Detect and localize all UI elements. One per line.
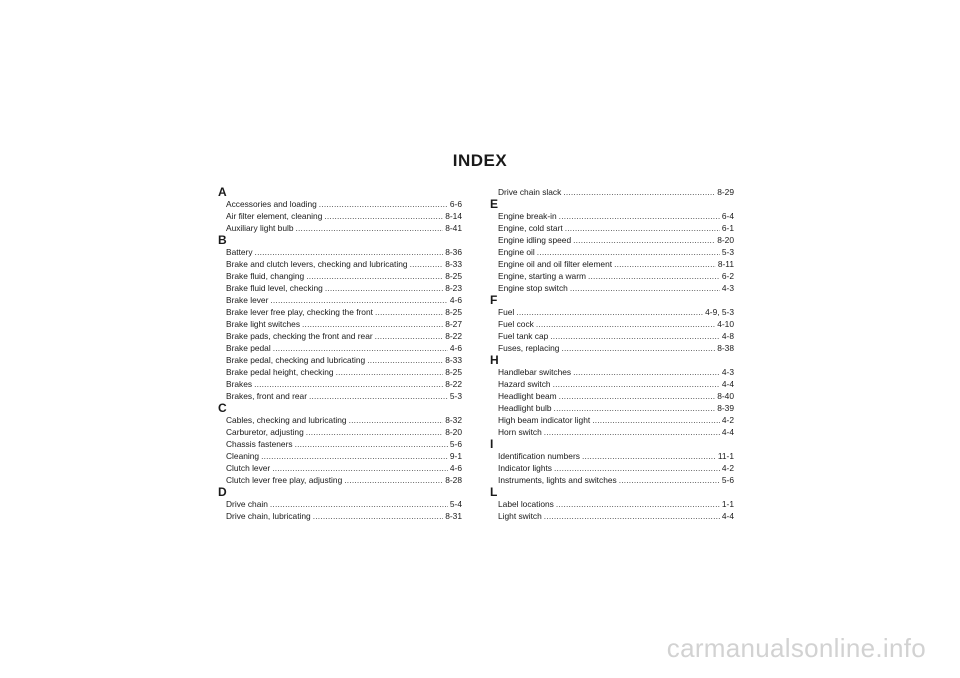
entry-text: Brake lever	[226, 295, 269, 305]
entry-text: Drive chain	[226, 499, 268, 509]
dot-leader	[295, 438, 448, 450]
index-entry	[490, 474, 734, 486]
index-entry	[218, 510, 462, 522]
entry-page: 8-25	[445, 271, 462, 281]
dot-leader	[537, 246, 720, 258]
entry-page: 6-1	[721, 223, 734, 233]
index-entry	[490, 258, 734, 270]
entry-page: 8-20	[717, 235, 734, 245]
dot-leader	[570, 282, 720, 294]
index-entry	[218, 426, 462, 438]
index-entry	[490, 426, 734, 438]
dot-leader	[313, 510, 444, 522]
entry-text: Engine oil and oil filter element	[498, 259, 613, 269]
dot-leader	[306, 426, 443, 438]
entry-page: 8-33	[445, 259, 462, 269]
entry-page: 8-23	[445, 283, 462, 293]
index-entry	[218, 474, 462, 486]
dot-leader	[273, 342, 448, 354]
dot-leader	[582, 450, 716, 462]
entry-page: 4-6	[449, 295, 462, 305]
entry-text: Brakes	[226, 379, 253, 389]
index-section	[490, 294, 734, 354]
entry-text: Drive chain slack	[498, 187, 562, 197]
index-entry	[490, 498, 734, 510]
index-entry	[218, 366, 462, 378]
index-section	[218, 234, 462, 402]
entry-page: 4-9, 5-3	[705, 307, 734, 317]
dot-leader	[559, 210, 720, 222]
index-entry	[490, 246, 734, 258]
entry-page: 5-6	[721, 475, 734, 485]
dot-leader	[319, 198, 448, 210]
index-entry	[218, 318, 462, 330]
index-entry	[490, 270, 734, 282]
dot-leader	[550, 330, 720, 342]
entry-text: Instruments, lights and switches	[498, 475, 617, 485]
dot-leader	[309, 390, 448, 402]
entry-text: Cables, checking and lubricating	[226, 415, 347, 425]
index-section	[490, 198, 734, 294]
entry-page: 4-2	[721, 463, 734, 473]
dot-leader	[561, 342, 715, 354]
entry-text: Engine, cold start	[498, 223, 563, 233]
entry-page: 8-22	[445, 379, 462, 389]
entry-page: 8-29	[717, 187, 734, 197]
entry-text: Drive chain, lubricating	[226, 511, 311, 521]
entry-text: Brake and clutch levers, checking and lubricating	[226, 259, 408, 269]
dot-leader	[516, 306, 703, 318]
entry-page: 4-4	[721, 511, 734, 521]
index-entry	[218, 258, 462, 270]
watermark-text: carmanualsonline.info	[666, 633, 926, 663]
index-entry	[490, 510, 734, 522]
dot-leader	[554, 402, 716, 414]
section-letter: F	[490, 293, 498, 307]
entry-text: Horn switch	[498, 427, 542, 437]
entry-page: 4-3	[721, 367, 734, 377]
index-entry	[218, 210, 462, 222]
index-entry	[218, 330, 462, 342]
entry-page: 5-6	[449, 439, 462, 449]
entry-text: Auxiliary light bulb	[226, 223, 294, 233]
index-entry	[490, 210, 734, 222]
dot-leader	[588, 270, 720, 282]
index-entry	[490, 330, 734, 342]
entry-page: 6-4	[721, 211, 734, 221]
index-section	[490, 354, 734, 438]
entry-page: 4-4	[721, 379, 734, 389]
entry-text: Fuses, replacing	[498, 343, 560, 353]
entry-text: Accessories and loading	[226, 199, 317, 209]
index-entry	[490, 378, 734, 390]
index-entry	[490, 222, 734, 234]
index-entry	[490, 414, 734, 426]
entry-text: Engine idling speed	[498, 235, 572, 245]
page-title: INDEX	[452, 151, 508, 170]
entry-text: High beam indicator light	[498, 415, 591, 425]
entry-text: Light switch	[498, 511, 542, 521]
dot-leader	[344, 474, 443, 486]
entry-text: Battery	[226, 247, 253, 257]
index-column-right	[490, 186, 734, 522]
entry-page: 4-6	[449, 343, 462, 353]
dot-leader	[255, 246, 444, 258]
entry-text: Clutch lever free play, adjusting	[226, 475, 343, 485]
entry-page: 8-27	[445, 319, 462, 329]
index-entry	[490, 306, 734, 318]
entry-page: 6-2	[721, 271, 734, 281]
index-entry	[218, 222, 462, 234]
entry-page: 4-10	[717, 319, 734, 329]
index-section	[490, 186, 734, 198]
dot-leader	[272, 462, 448, 474]
index-entry	[218, 438, 462, 450]
entry-page: 5-4	[449, 499, 462, 509]
index-entry	[490, 318, 734, 330]
index-entry	[490, 234, 734, 246]
dot-leader	[306, 270, 443, 282]
entry-page: 8-22	[445, 331, 462, 341]
entry-text: Brake pedal	[226, 343, 271, 353]
dot-leader	[554, 462, 720, 474]
entry-page: 4-4	[721, 427, 734, 437]
entry-text: Fuel cock	[498, 319, 534, 329]
entry-page: 8-32	[445, 415, 462, 425]
index-entry	[218, 450, 462, 462]
index-entry	[218, 294, 462, 306]
index-entry	[490, 282, 734, 294]
entry-page: 8-39	[717, 403, 734, 413]
entry-page: 8-20	[445, 427, 462, 437]
entry-text: Air filter element, cleaning	[226, 211, 323, 221]
entry-page: 8-11	[717, 259, 734, 269]
index-section	[490, 486, 734, 522]
section-letter: D	[218, 485, 227, 499]
index-entry	[218, 414, 462, 426]
dot-leader	[563, 186, 715, 198]
dot-leader	[614, 258, 716, 270]
dot-leader	[410, 258, 444, 270]
dot-leader	[559, 390, 716, 402]
dot-leader	[573, 234, 715, 246]
entry-page: 8-31	[445, 511, 462, 521]
index-entry	[218, 246, 462, 258]
entry-text: Cleaning	[226, 451, 260, 461]
entry-page: 8-28	[445, 475, 462, 485]
index-entry	[490, 462, 734, 474]
index-entry	[218, 342, 462, 354]
entry-text: Clutch lever	[226, 463, 271, 473]
entry-page: 5-3	[721, 247, 734, 257]
entry-page: 8-41	[445, 223, 462, 233]
index-entry	[218, 378, 462, 390]
entry-text: Handlebar switches	[498, 367, 572, 377]
entry-text: Chassis fasteners	[226, 439, 293, 449]
entry-page: 5-3	[449, 391, 462, 401]
section-letter: C	[218, 401, 227, 415]
section-letter: H	[490, 353, 499, 367]
entry-page: 8-33	[445, 355, 462, 365]
dot-leader	[553, 378, 720, 390]
entry-text: Headlight beam	[498, 391, 557, 401]
entry-text: Headlight bulb	[498, 403, 552, 413]
dot-leader	[367, 354, 443, 366]
dot-leader	[375, 306, 443, 318]
entry-text: Brake pads, checking the front and rear	[226, 331, 373, 341]
entry-text: Brake lever free play, checking the front	[226, 307, 373, 317]
dot-leader	[619, 474, 720, 486]
entry-text: Brake pedal height, checking	[226, 367, 334, 377]
dot-leader	[261, 450, 448, 462]
entry-page: 4-3	[721, 283, 734, 293]
entry-text: Label locations	[498, 499, 554, 509]
entry-page: 1-1	[721, 499, 734, 509]
entry-text: Hazard switch	[498, 379, 551, 389]
dot-leader	[556, 498, 720, 510]
index-entry	[490, 402, 734, 414]
section-letter: I	[490, 437, 494, 451]
entry-text: Fuel tank cap	[498, 331, 549, 341]
dot-leader	[536, 318, 715, 330]
index-section	[218, 402, 462, 486]
entry-page: 6-6	[449, 199, 462, 209]
index-entry	[490, 390, 734, 402]
entry-text: Fuel	[498, 307, 515, 317]
index-entry	[218, 282, 462, 294]
entry-text: Engine oil	[498, 247, 535, 257]
entry-page: 4-8	[721, 331, 734, 341]
index-entry	[490, 342, 734, 354]
entry-text: Engine break-in	[498, 211, 557, 221]
dot-leader	[592, 414, 720, 426]
index-column-left	[218, 186, 462, 522]
entry-text: Brake fluid, changing	[226, 271, 305, 281]
entry-text: Indicator lights	[498, 463, 552, 473]
index-section	[218, 486, 462, 522]
entry-text: Brake pedal, checking and lubricating	[226, 355, 366, 365]
dot-leader	[254, 378, 443, 390]
dot-leader	[336, 366, 444, 378]
entry-text: Engine, starting a warm	[498, 271, 586, 281]
entry-page: 8-36	[445, 247, 462, 257]
section-letter: A	[218, 185, 227, 199]
entry-page: 8-38	[717, 343, 734, 353]
entry-page: 8-25	[445, 307, 462, 317]
entry-page: 11-1	[717, 451, 734, 461]
index-entry	[218, 390, 462, 402]
dot-leader	[324, 210, 443, 222]
entry-text: Carburetor, adjusting	[226, 427, 304, 437]
entry-text: Identification numbers	[498, 451, 580, 461]
dot-leader	[544, 510, 720, 522]
section-letter: L	[490, 485, 498, 499]
entry-text: Brakes, front and rear	[226, 391, 307, 401]
index-entry	[218, 198, 462, 210]
index-entry	[490, 186, 734, 198]
dot-leader	[270, 498, 448, 510]
index-entry	[218, 462, 462, 474]
entry-text: Brake light switches	[226, 319, 301, 329]
dot-leader	[270, 294, 448, 306]
entry-page: 9-1	[449, 451, 462, 461]
dot-leader	[544, 426, 720, 438]
section-letter: B	[218, 233, 227, 247]
entry-page: 8-14	[445, 211, 462, 221]
entry-page: 8-25	[445, 367, 462, 377]
index-entry	[218, 306, 462, 318]
dot-leader	[325, 282, 443, 294]
dot-leader	[565, 222, 720, 234]
index-entry	[490, 366, 734, 378]
entry-page: 4-2	[721, 415, 734, 425]
dot-leader	[573, 366, 720, 378]
dot-leader	[375, 330, 444, 342]
index-section	[218, 186, 462, 234]
dot-leader	[349, 414, 444, 426]
entry-text: Engine stop switch	[498, 283, 568, 293]
entry-page: 4-6	[449, 463, 462, 473]
index-section	[490, 438, 734, 486]
index-entry	[218, 354, 462, 366]
dot-leader	[296, 222, 444, 234]
entry-text: Brake fluid level, checking	[226, 283, 323, 293]
section-letter: E	[490, 197, 499, 211]
index-entry	[218, 270, 462, 282]
index-entry	[490, 450, 734, 462]
entry-page: 8-40	[717, 391, 734, 401]
index-entry	[218, 498, 462, 510]
dot-leader	[302, 318, 443, 330]
